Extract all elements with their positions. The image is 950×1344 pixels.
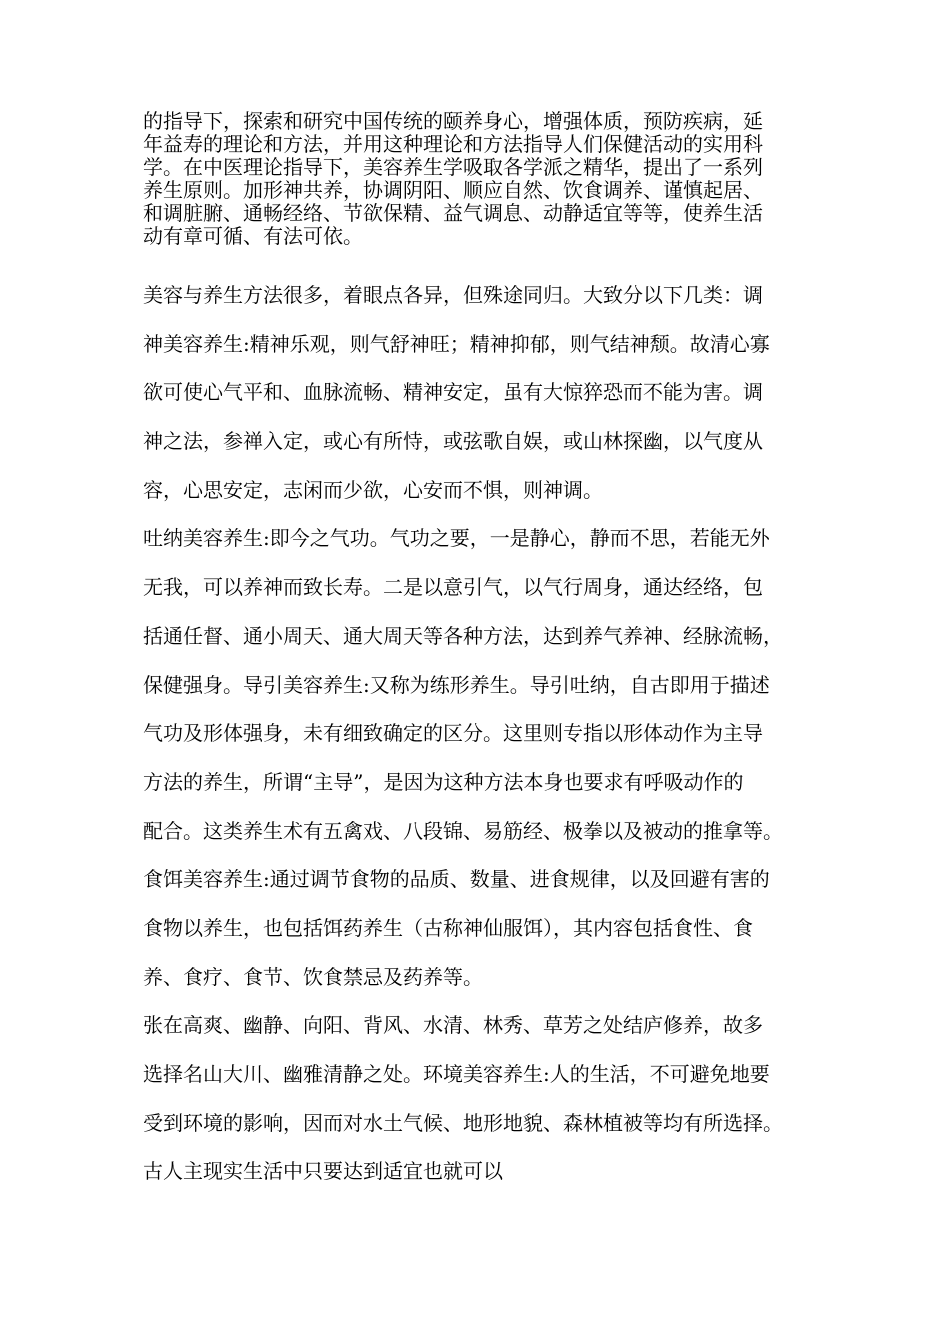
text-line: 动有章可循、有法可依。: [143, 224, 363, 248]
text-line: 年益寿的理论和方法，并用这种理论和方法指导人们保健活动的实用科: [143, 132, 763, 156]
text-line: 无我，可以养神而致长寿。二是以意引气，以气行周身，通达经络，包: [143, 575, 763, 600]
text-line: 吐纳美容养生:即今之气功。气功之要，一是静心，静而不思，若能无外: [143, 526, 770, 551]
text-line: 欲可使心气平和、血脉流畅、精神安定，虽有大惊猝恐而不能为害。调: [143, 380, 763, 405]
text-line: 受到环境的影响，因而对水土气候、地形地貌、森林植被等均有所选择。: [143, 1110, 783, 1135]
text-line: 食物以养生，也包括饵药养生（古称神仙服饵），其内容包括食性、食: [143, 915, 753, 940]
text-line: 保健强身。导引美容养生:又称为练形养生。导引吐纳，自古即用于描述: [143, 672, 770, 697]
text-line: 和调脏腑、通畅经络、节欲保精、益气调息、动静适宜等等，使养生活: [143, 201, 763, 225]
text-line: 方法的养生，所谓“主导”，是因为这种方法本身也要求有呼吸动作的: [143, 769, 744, 794]
body-paragraphs: [143, 271, 815, 1196]
text-line: 气功及形体强身，未有细致确定的区分。这里则专指以形体动作为主导: [143, 721, 763, 746]
text-line: 神之法，参禅入定，或心有所恃，或弦歌自娱，或山林探幽，以气度从: [143, 429, 763, 454]
text-line: 的指导下，探索和研究中国传统的颐养身心，增强体质，预防疾病，延: [143, 109, 763, 133]
text-line: 养、食疗、食节、饮食禁忌及药养等。: [143, 964, 483, 989]
text-line: 学。在中医理论指导下，美容养生学吸取各学派之精华，提出了一系列: [143, 155, 763, 179]
text-line: 容，心思安定，志闲而少欲，心安而不惧，则神调。: [143, 477, 603, 502]
text-line: 括通任督、通小周天、通大周天等各种方法，达到养气养神、经脉流畅，: [143, 623, 783, 648]
text-line: 配合。这类养生术有五禽戏、八段锦、易筋经、极拳以及被动的推拿等。: [143, 818, 783, 843]
text-line: 张在高爽、幽静、向阳、背风、水清、林秀、草芳之处结庐修养，故多: [143, 1013, 763, 1038]
text-line: 美容与养生方法很多，着眼点各异，但殊途同归。大致分以下几类：调: [143, 283, 763, 307]
text-line: 选择名山大川、幽雅清静之处。环境美容养生:人的生活，不可避免地要: [143, 1062, 770, 1086]
text-line: 食饵美容养生:通过调节食物的品质、数量、进食规律，以及回避有害的: [143, 867, 770, 892]
intro-paragraph: [143, 110, 811, 248]
text-line: 古人主现实生活中只要达到适宜也就可以: [143, 1159, 503, 1184]
text-line: 养生原则。加形神共养，协调阴阳、顺应自然、饮食调养、谨慎起居、: [143, 178, 763, 202]
text-line: 神美容养生:精神乐观，则气舒神旺；精神抑郁，则气结神颓。故清心寡: [143, 331, 770, 356]
